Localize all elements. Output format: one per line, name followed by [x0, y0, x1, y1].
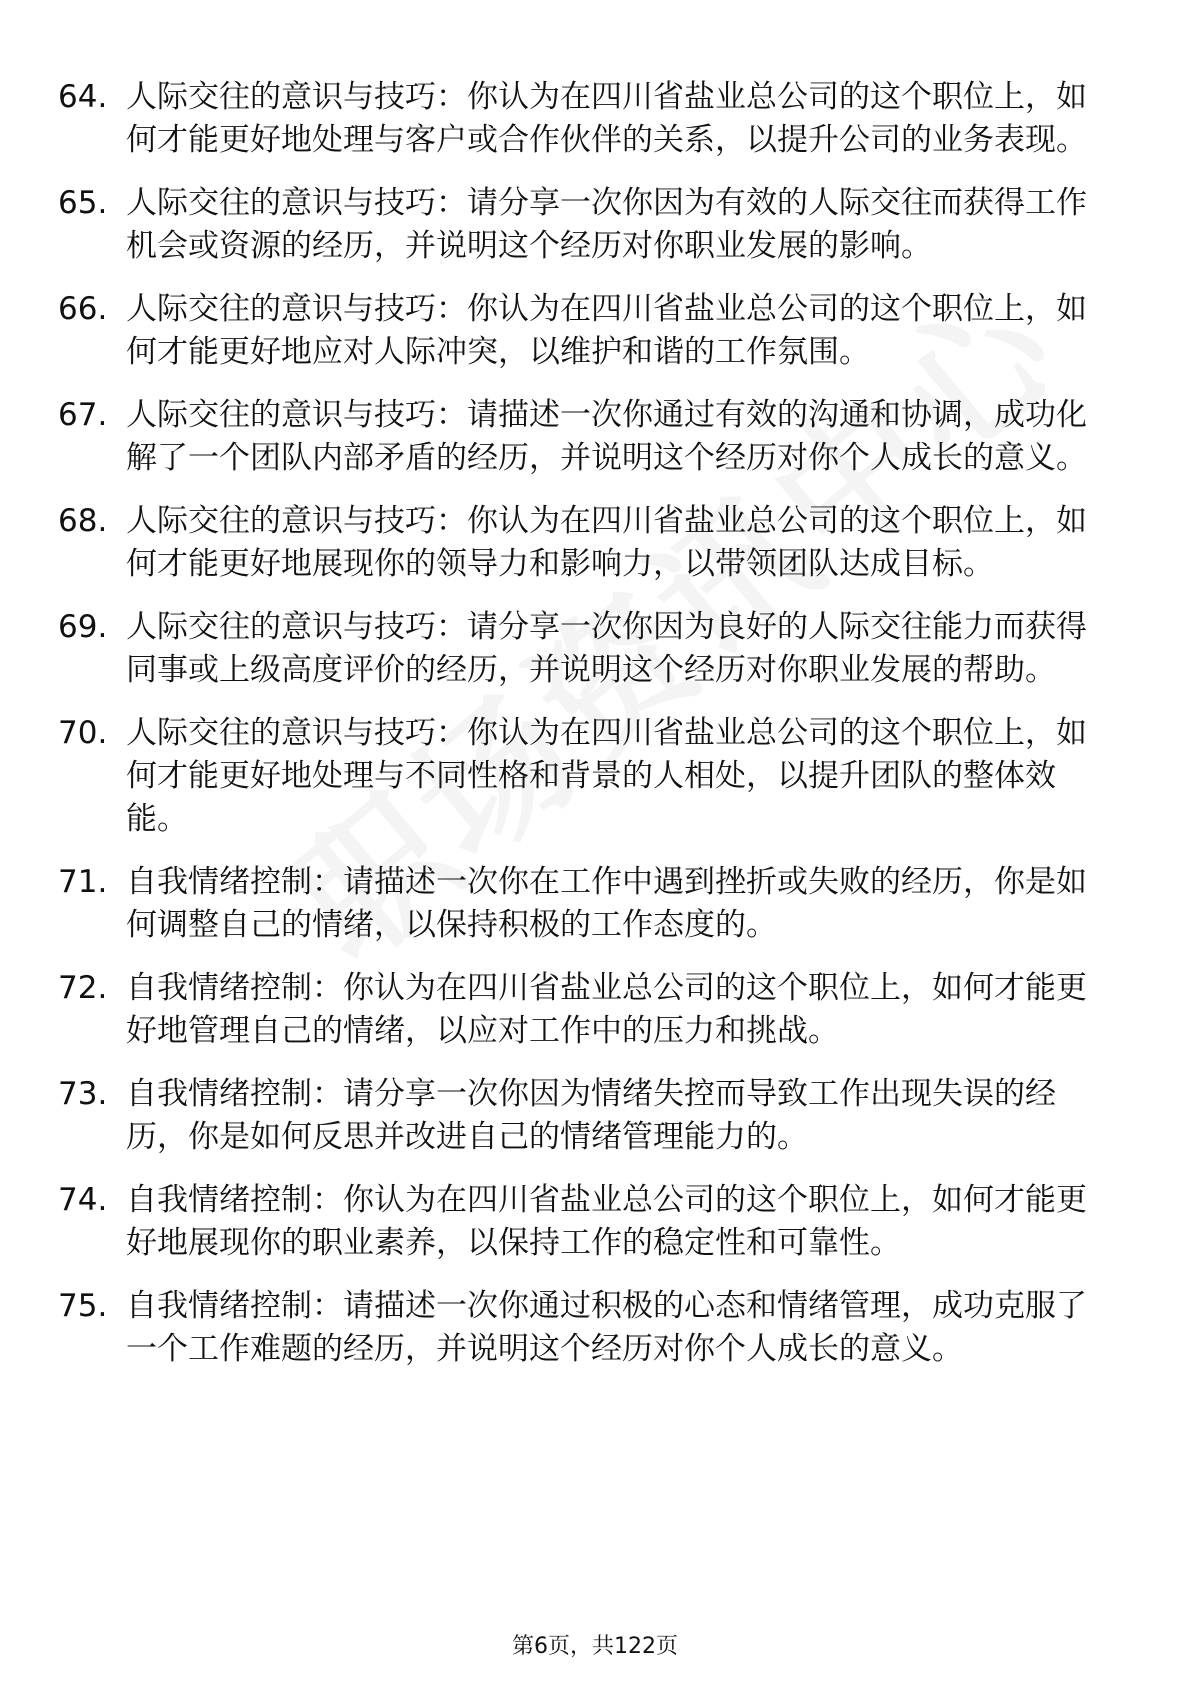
question-number: 72. [58, 970, 108, 1006]
question-text: 自我情绪控制：请描述一次你通过积极的心态和情绪管理，成功克服了一个工作难题的经历，并说明这个经历对你个人成长的意义。 [126, 1288, 1087, 1367]
question-item [58, 861, 1108, 947]
question-number: 66. [58, 291, 108, 327]
question-text: 自我情绪控制：请分享一次你因为情绪失控而导致工作出现失误的经历，你是如何反思并改进自己的情绪管理能力的。 [126, 1076, 1056, 1155]
question-number: 68. [58, 503, 108, 539]
question-text: 人际交往的意识与技巧：请分享一次你因为有效的人际交往而获得工作机会或资源的经历，并说明这个经历对你职业发展的影响。 [126, 185, 1087, 264]
question-text: 人际交往的意识与技巧：你认为在四川省盐业总公司的这个职位上，如何才能更好地展现你的领导力和影响力，以带领团队达成目标。 [126, 503, 1087, 582]
question-number: 70. [58, 715, 108, 751]
question-text: 人际交往的意识与技巧：你认为在四川省盐业总公司的这个职位上，如何才能更好地应对人际冲突，以维护和谐的工作氛围。 [126, 291, 1087, 370]
question-item [58, 1179, 1108, 1265]
question-number: 73. [58, 1076, 108, 1112]
question-item [58, 394, 1108, 480]
question-text: 自我情绪控制：你认为在四川省盐业总公司的这个职位上，如何才能更好地展现你的职业素养，以保持工作的稳定性和可靠性。 [126, 1182, 1087, 1261]
question-text: 人际交往的意识与技巧：请分享一次你因为良好的人际交往能力而获得同事或上级高度评价的经历，并说明这个经历对你职业发展的帮助。 [126, 609, 1087, 688]
question-item [58, 1285, 1108, 1371]
question-text: 自我情绪控制：请描述一次你在工作中遇到挫折或失败的经历，你是如何调整自己的情绪，以保持积极的工作态度的。 [126, 864, 1087, 943]
question-number: 67. [58, 397, 108, 433]
question-item [58, 712, 1108, 841]
question-item [58, 288, 1108, 374]
question-number: 69. [58, 609, 108, 645]
question-number: 71. [58, 864, 108, 900]
question-number: 75. [58, 1288, 108, 1324]
question-item [58, 967, 1108, 1053]
question-text: 人际交往的意识与技巧：你认为在四川省盐业总公司的这个职位上，如何才能更好地处理与不同性格和背景的人相处，以提升团队的整体效能。 [126, 715, 1087, 837]
question-number: 64. [58, 79, 108, 115]
question-list [58, 76, 1108, 1391]
question-item [58, 76, 1108, 162]
question-number: 74. [58, 1182, 108, 1218]
question-text: 人际交往的意识与技巧：请描述一次你通过有效的沟通和协调，成功化解了一个团队内部矛盾的经历，并说明这个经历对你个人成长的意义。 [126, 397, 1087, 476]
page-number-footer: 第6页，共122页 [512, 1634, 678, 1659]
question-item [58, 1073, 1108, 1159]
question-item [58, 606, 1108, 692]
question-text: 人际交往的意识与技巧：你认为在四川省盐业总公司的这个职位上，如何才能更好地处理与客户或合作伙伴的关系，以提升公司的业务表现。 [126, 79, 1087, 158]
question-text: 自我情绪控制：你认为在四川省盐业总公司的这个职位上，如何才能更好地管理自己的情绪，以应对工作中的压力和挑战。 [126, 970, 1087, 1049]
question-item [58, 182, 1108, 268]
question-number: 65. [58, 185, 108, 221]
question-item [58, 500, 1108, 586]
